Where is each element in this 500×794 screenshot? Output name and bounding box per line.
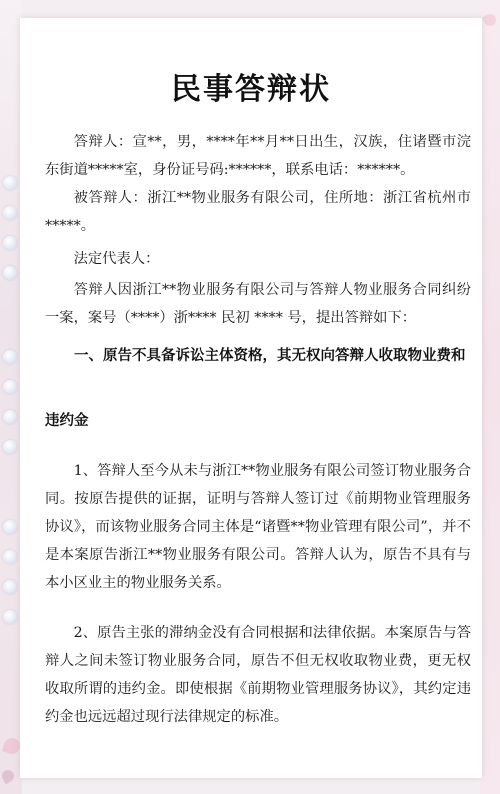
decorative-dot [3, 550, 17, 564]
decorative-dot [3, 236, 17, 250]
legal-representative-paragraph: 法定代表人： [73, 251, 160, 267]
point1-paragraph-2: 2、原告主张的滞纳金没有合同根据和法律依据。本案原告与答辩人之间未签订物业服务合同，原告不但无权收取物业费，更无权收取所谓的违约金。即使根据《前期物业管理服务协议》，其约定违约金也远远超过现行法律规定的标准。 [45, 625, 471, 725]
point1-paragraph-1: 1、答辩人至今从未与浙江**物业服务有限公司签订物业服务合同。按原告提供的证据，证明与答辩人签订过《前期物业管理服务协议》，而该物业服务合同主体是“诸暨**物业管理有限公司”，并不是本案原告浙江**物业服务有限公司。答辩人认为，原告不具有与本小区业主的物业服务关系。 [45, 463, 471, 591]
decorative-dot [3, 440, 17, 454]
document-page [20, 18, 482, 778]
point1-heading-line1: 一、原告不具备诉讼主体资格，其无权向答辩人收取物业费和 [74, 347, 466, 364]
decorative-dot [3, 176, 17, 190]
decorative-dot [3, 610, 17, 624]
respondent-paragraph: 答辩人：宣**，男，****年**月**日出生，汉族，住诸暨市浣东街道*****室，身份证号码:******，联系电话：******。 [45, 134, 471, 178]
point1-heading-line2: 违约金 [45, 412, 89, 429]
document-title: 民事答辩状 [171, 72, 331, 107]
decorative-dot [3, 410, 17, 424]
plaintiff-paragraph: 被答辩人：浙江**物业服务有限公司，住所地：浙江省杭州市*****。 [45, 190, 471, 234]
decorative-dot [3, 380, 17, 394]
decorative-dot [3, 520, 17, 534]
left-background-strip [0, 0, 22, 794]
decorative-dot [3, 206, 17, 220]
right-background-strip [480, 0, 500, 794]
decorative-dot [3, 266, 17, 280]
decorative-dot [3, 580, 17, 594]
decorative-dot [3, 350, 17, 364]
intro-paragraph: 答辩人因浙江**物业服务有限公司与答辩人物业服务合同纠纷一案，案号（****）浙**** 民初 **** 号，提出答辩如下： [45, 282, 471, 326]
